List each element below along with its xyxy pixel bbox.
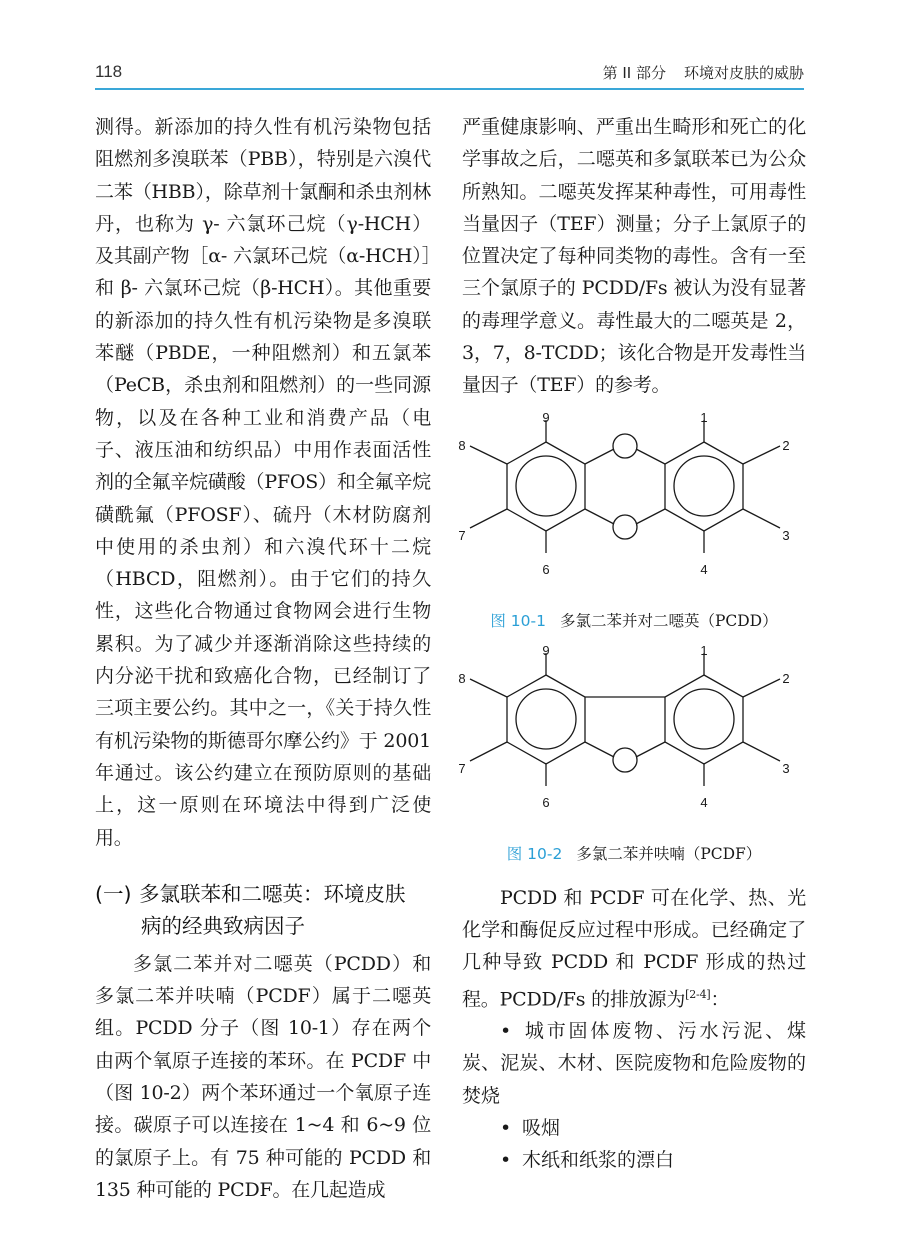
right-ring-circle (674, 689, 734, 749)
list-item-text: 吸烟 (522, 1117, 561, 1140)
figure-caption-text: 多氯二苯并呋喃（PCDF） (576, 844, 762, 863)
section-number: (一) (95, 881, 132, 906)
right-ring-circle (674, 456, 734, 516)
oxygen-atom (613, 748, 637, 772)
bond (743, 509, 780, 528)
bond (470, 446, 507, 464)
section-title-line1: 多氯联苯和二噁英：环境皮肤 (139, 881, 406, 906)
bond (470, 509, 507, 528)
position-label: 6 (542, 561, 550, 577)
bond (585, 742, 614, 757)
figure-caption (462, 609, 806, 631)
right-benzene-ring (665, 675, 743, 764)
left-ring-circle (516, 689, 576, 749)
position-label: 2 (782, 437, 790, 453)
position-label: 8 (458, 437, 466, 453)
page-header (95, 60, 804, 88)
bond (636, 509, 665, 524)
list-item-text: 城市固体废物、污水污泥、煤炭、泥炭、木材、医院废物和危险废物的焚烧 (462, 1020, 806, 1107)
position-label: 4 (700, 561, 708, 577)
position-label: 8 (458, 670, 466, 686)
position-label: 1 (700, 642, 708, 658)
position-label: 2 (782, 670, 790, 686)
position-label: 9 (542, 642, 550, 658)
position-label: 6 (542, 794, 550, 810)
left-column (95, 111, 431, 1206)
bullet-icon: • (500, 1149, 512, 1172)
list-item (462, 1015, 806, 1112)
bullet-icon: • (500, 1020, 512, 1043)
position-label: 1 (700, 409, 708, 425)
part-label: 第 II 部分 (602, 64, 666, 82)
pcdd-structure-diagram (458, 409, 806, 602)
bond (636, 742, 665, 757)
position-label: 4 (700, 794, 708, 810)
chapter-title: 环境对皮肤的威胁 (683, 64, 804, 82)
position-label: 9 (542, 409, 550, 425)
position-label: 7 (458, 760, 466, 776)
figure-label: 图 10-2 (506, 844, 563, 863)
citation: [2-4] (685, 987, 711, 1001)
position-label: 7 (458, 527, 466, 543)
oxygen-atom (613, 434, 637, 458)
bond (470, 742, 507, 761)
paragraph: 测得。新添加的持久性有机污染物包括阻燃剂多溴联苯（PBB），特别是六溴代二苯（HBB），除草剂十氯酮和杀虫剂林丹，也称为 γ- 六氯环己烷（γ-HCH）及其副产物［α- 六氯环己烷（α-HCH）］和 β- 六氯环己烷（β-HCH）。其他重要的新添加的持久性有机污染物是多溴联苯醚（PBDE，一种阻燃剂）和五氯苯（PeCB，杀虫剂和阻燃剂）的一些同源物，以及在各种工业和消费产品（电子、液压油和纺织品）中用作表面活性剂的全氟辛烷磺酸（PFOS）和全氟辛烷磺酰氟（PFOSF）、硫丹（木材防腐剂中使用的杀虫剂）和六溴代环十二烷（HBCD，阻燃剂）。由于它们的持久性，这些化合物通过食物网会进行生物累积。为了减少并逐渐消除这些持续的内分泌干扰和致癌化合物，已经制订了三项主要公约。其中之一，《关于持久性有机污染物的斯德哥尔摩公约》于 2001 年通过。该公约建立在预防原则的基础上，这一原则在环境法中得到广泛使用。 (95, 116, 431, 849)
bond (470, 679, 507, 697)
figure-label: 图 10-1 (490, 611, 546, 630)
bond (743, 679, 780, 697)
left-benzene-ring (507, 675, 585, 764)
position-label: 3 (782, 527, 790, 543)
paragraph-end: ： (710, 987, 730, 1010)
header-rule (95, 88, 804, 90)
paragraph: 多氯二苯并对二噁英（PCDD）和多氯二苯并呋喃（PCDF）属于二噁英组。PCDD 分子（图 10-1）存在两个由两个氧原子连接的苯环。在 PCDF 中（图 10-2）两个苯环通过一个氧原子连接。碳原子可以连接在 1~4 和 6~9 位的氯原子上。有 75 种可能的 PCDD 和 135 种可能的 PCDF。在几起造成 (95, 952, 431, 1201)
section-heading (95, 878, 431, 942)
position-label: 3 (782, 760, 790, 776)
list-item (462, 1144, 806, 1176)
bond (585, 449, 614, 464)
section-title-line2: 病的经典致病因子 (141, 913, 305, 938)
figure-10-2 (458, 642, 806, 864)
bond (743, 742, 780, 761)
bullet-icon: • (500, 1117, 512, 1140)
list-item (462, 1112, 806, 1144)
list-item-text: 木纸和纸浆的漂白 (522, 1149, 675, 1172)
left-ring-circle (516, 456, 576, 516)
oxygen-atom (613, 515, 637, 539)
bond (585, 509, 614, 524)
bond (636, 449, 665, 464)
page-number: 118 (95, 62, 123, 81)
bond (743, 446, 780, 464)
figure-caption-text: 多氯二苯并对二噁英（PCDD） (559, 611, 778, 630)
figure-10-1 (458, 409, 806, 631)
pcdf-structure-diagram (458, 642, 806, 835)
paragraph (462, 882, 806, 1016)
paragraph-text: PCDD 和 PCDF 可在化学、热、光化学和酶促反应过程中形成。已经确定了几种导致 PCDD 和 PCDF 形成的热过程。PCDD/Fs 的排放源为 (462, 886, 806, 1010)
right-column (458, 111, 806, 1177)
paragraph: 严重健康影响、严重出生畸形和死亡的化学事故之后，二噁英和多氯联苯已为公众所熟知。二噁英发挥某种毒性，可用毒性当量因子（TEF）测量；分子上氯原子的位置决定了每种同类物的毒性。含有一至三个氯原子的 PCDD/Fs 被认为没有显著的毒理学意义。毒性最大的二噁英是 2，3，7，8-TCDD；该化合物是开发毒性当量因子（TEF）的参考。 (462, 116, 806, 397)
running-title (603, 62, 804, 83)
figure-caption (462, 842, 806, 864)
